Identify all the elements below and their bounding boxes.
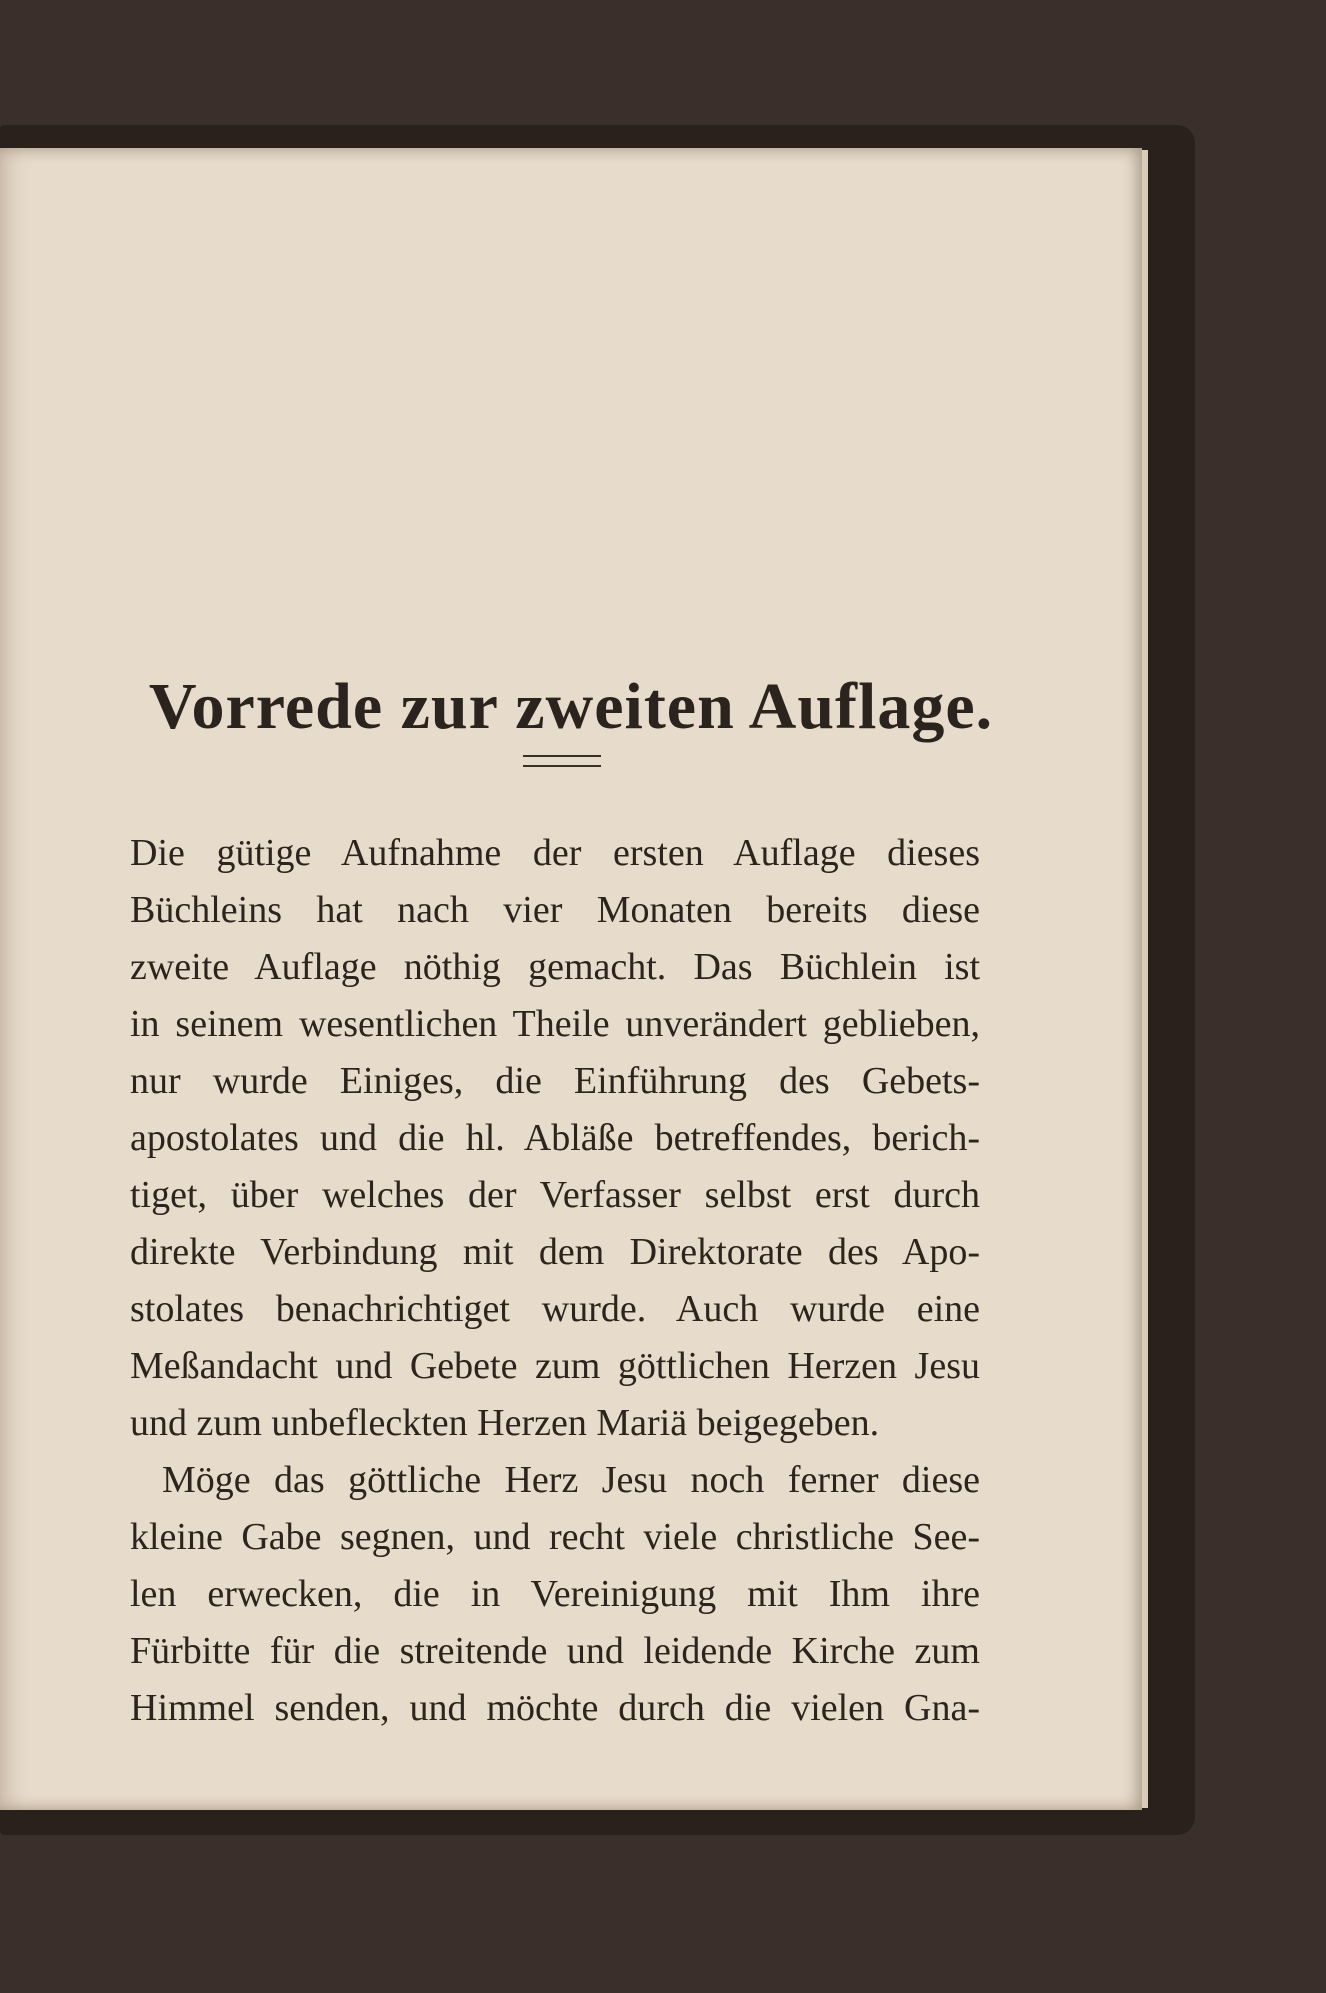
text-line: apostolates und die hl. Abläße betreffendes, berich- (130, 1117, 980, 1159)
text-line: Büchleins hat nach vier Monaten bereits diese (130, 889, 980, 931)
text-line: zweite Auflage nöthig gemacht. Das Büchlein ist (130, 946, 980, 988)
text-line: tiget, über welches der Verfasser selbst erst durch (130, 1174, 980, 1216)
text-line: Die gütige Aufnahme der ersten Auflage dieses (130, 832, 980, 874)
text-line: kleine Gabe segnen, und recht viele christliche See- (130, 1516, 980, 1558)
text-line: und zum unbefleckten Herzen Mariä beigegeben. (130, 1402, 880, 1444)
heading-double-rule (523, 755, 601, 767)
text-line: nur wurde Einiges, die Einführung des Gebets- (130, 1060, 980, 1102)
text-line: direkte Verbindung mit dem Direktorate des Apo- (130, 1231, 980, 1273)
page-edge (1142, 150, 1148, 1808)
text-line: Himmel senden, und möchte durch die vielen Gna- (130, 1687, 980, 1729)
text-line: Meßandacht und Gebete zum göttlichen Herzen Jesu (130, 1345, 980, 1387)
body-text (130, 825, 980, 1737)
text-line: stolates benachrichtiget wurde. Auch wurde eine (130, 1288, 980, 1330)
text-line: Möge das göttliche Herz Jesu noch ferner diese (162, 1459, 980, 1501)
page-heading: Vorrede zur zweiten Auflage. (148, 670, 994, 744)
text-line: in seinem wesentlichen Theile unverändert geblieben, (130, 1003, 980, 1045)
text-line: len erwecken, die in Vereinigung mit Ihm ihre (130, 1573, 980, 1615)
text-line: Fürbitte für die streitende und leidende Kirche zum (130, 1630, 980, 1672)
